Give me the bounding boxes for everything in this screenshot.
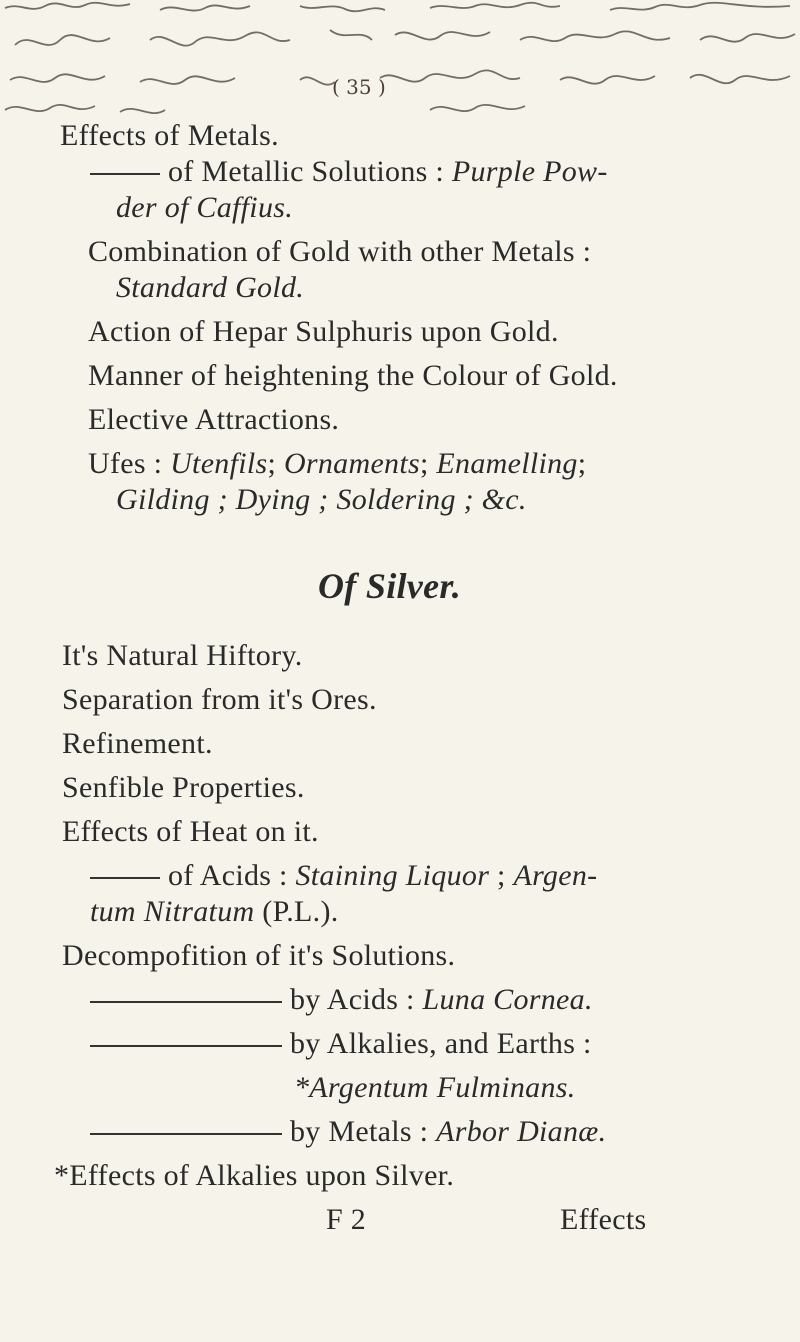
catchword-text: Effects (560, 1203, 647, 1236)
section-heading (318, 568, 461, 604)
action-hepar-text: Action of Hepar Sulphuris upon Gold. (88, 315, 559, 348)
line-caffius (116, 190, 293, 226)
line-separation (62, 682, 377, 718)
line-action-hepar (88, 314, 559, 350)
decomposition-text: Decompofition of it's Solutions. (62, 939, 456, 972)
natural-history-text: It's Natural Hiftory. (62, 639, 303, 672)
line-refinement (62, 726, 213, 762)
gilding-text: Gilding (116, 483, 210, 516)
line-elective (88, 402, 339, 438)
line-effects-alkalies (54, 1158, 454, 1194)
line-heat (62, 814, 319, 850)
dash-rule (90, 1045, 282, 1047)
line-acids: of Acids : Staining Liquor ; Argen- (90, 858, 597, 894)
caffius-text: der of Caffius. (116, 191, 294, 224)
line-heightening (88, 358, 618, 394)
dying-text: Dying (235, 483, 311, 516)
purple-powder-text: Purple Pow- (451, 155, 608, 188)
standard-gold-text: Standard Gold. (116, 271, 305, 304)
line-metallic-solutions (90, 154, 608, 190)
luna-cornea-text: Luna Cornea. (422, 983, 593, 1016)
line-gilding: Gilding ; Dying ; Soldering ; &c. (116, 483, 527, 516)
etc-text: &c. (481, 483, 527, 516)
svg-text:( 35 ): ( 35 ) (332, 75, 386, 99)
argentum-text: Argen- (513, 859, 598, 892)
enamelling-text: Enamelling (436, 447, 578, 480)
ornaments-text: Ornaments (283, 447, 420, 480)
line-natural-history (62, 638, 303, 674)
refinement-text: Refinement. (62, 727, 213, 760)
line-combination (88, 234, 591, 270)
handwritten-scrawl (0, 0, 800, 125)
metallic-solutions-text: of Metallic Solutions : (168, 155, 445, 188)
argentum-fulminans-text: *Argentum Fulminans. (294, 1071, 576, 1104)
elective-text: Elective Attractions. (88, 403, 340, 436)
sensible-properties-text: Senfible Properties. (62, 771, 305, 804)
staining-liquor-text: Staining Liquor (295, 859, 490, 892)
by-metals-text: by Metals : (290, 1115, 429, 1148)
effects-heat-text: Effects of Heat on it. (62, 815, 319, 848)
dash-rule (90, 1001, 282, 1003)
heightening-text: Manner of heightening the Colour of Gold. (88, 359, 618, 392)
separation-text: Separation from it's Ores. (62, 683, 377, 716)
effects-of-metals-text: Effects of Metals. (60, 119, 279, 152)
uses-label: Ufes : (88, 447, 163, 480)
utensils-text: Utenfils (170, 447, 268, 480)
pl-text: (P.L.). (262, 895, 339, 928)
line-standard-gold (116, 270, 304, 306)
of-acids-text: of Acids : (168, 859, 288, 892)
signature-text: F 2 (326, 1203, 367, 1236)
line-decomposition (62, 938, 455, 974)
line-fulminans (294, 1070, 576, 1106)
combination-text: Combination of Gold with other Metals : (88, 235, 592, 268)
line-by-alkalies (90, 1026, 592, 1062)
signature-mark (326, 1202, 366, 1238)
arbor-dianae-text: Arbor Dianæ. (436, 1115, 607, 1148)
line-effects-metals (60, 118, 279, 154)
line-sensible (62, 770, 305, 806)
dash-rule (90, 1133, 282, 1135)
by-alkalies-text: by Alkalies, and Earths : (290, 1027, 592, 1060)
dash-rule (90, 877, 160, 879)
effects-alkalies-text: *Effects of Alkalies upon Silver. (54, 1159, 455, 1192)
line-uses: Ufes : Utenfils; Ornaments; Enamelling; (88, 447, 587, 480)
line-by-metals (90, 1114, 606, 1150)
soldering-text: Soldering (336, 483, 456, 516)
catchword (560, 1202, 647, 1238)
by-acids-text: by Acids : (290, 983, 415, 1016)
line-nitratum (90, 894, 339, 930)
argentum-nitratum-text: tum Nitratum (90, 895, 255, 928)
of-silver-heading: Of Silver. (318, 566, 461, 606)
dash-rule (90, 173, 160, 175)
line-by-acids (90, 982, 593, 1018)
